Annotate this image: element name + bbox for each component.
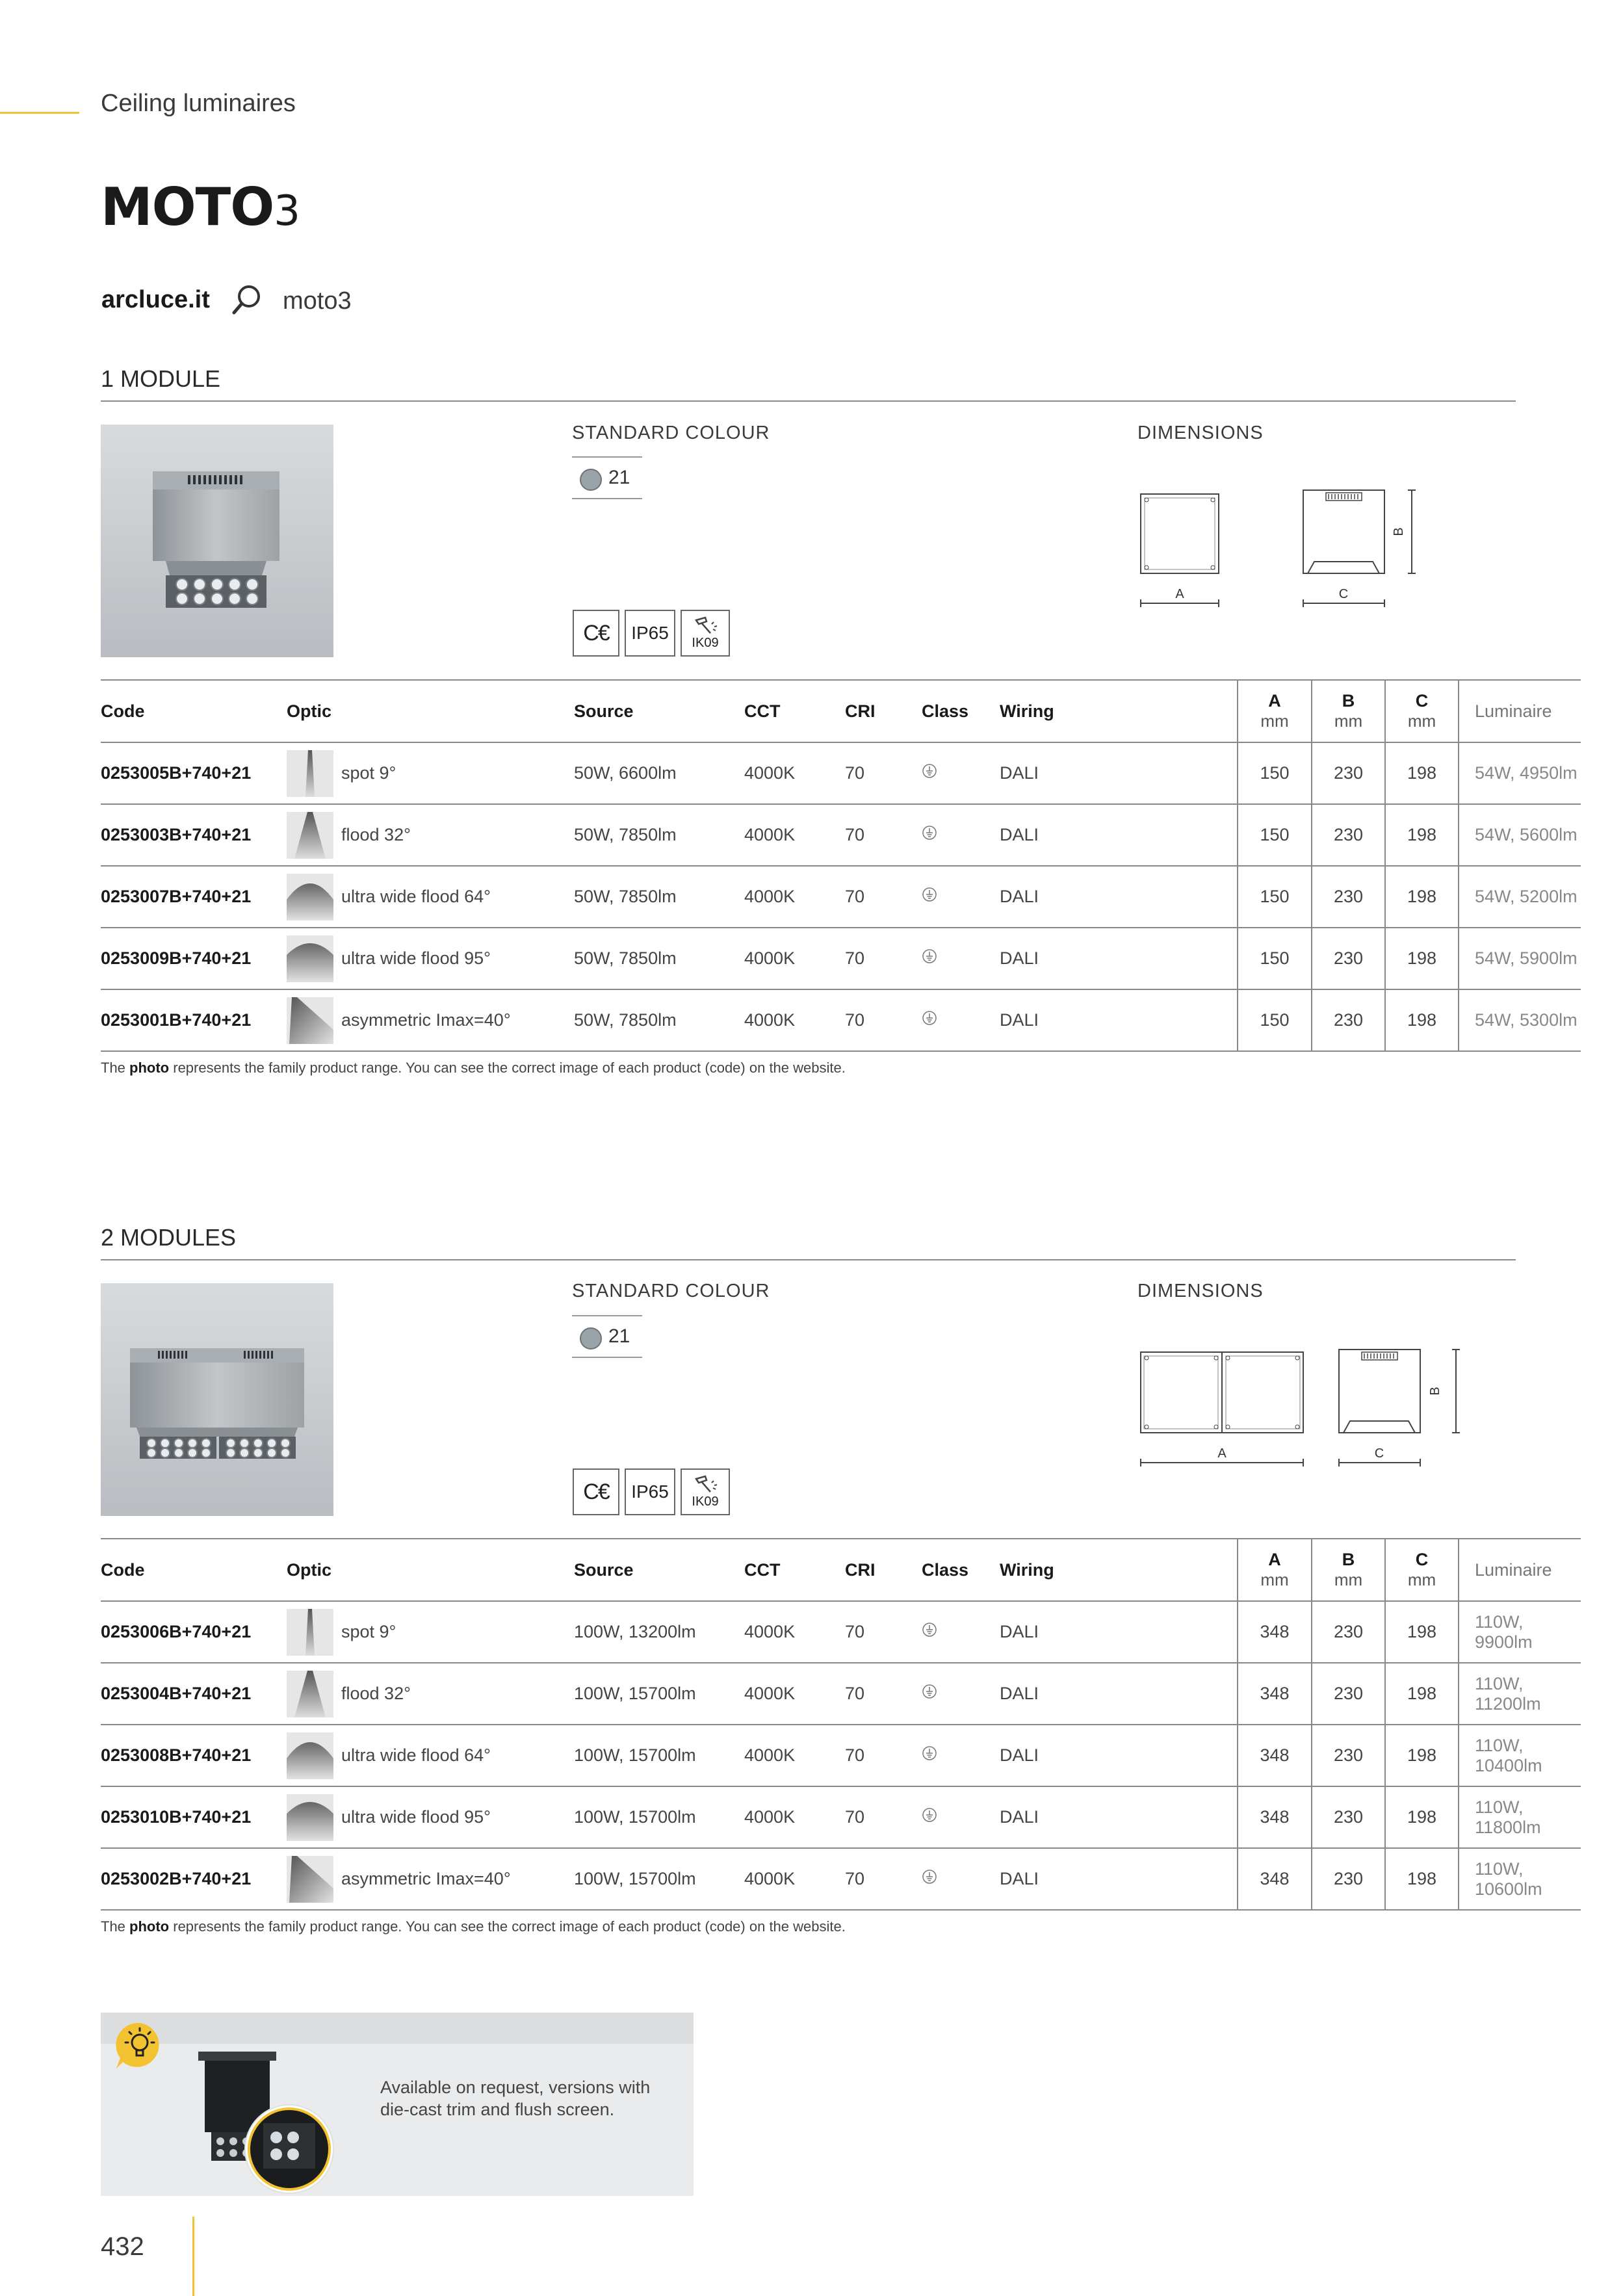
dim-c-value: 198 <box>1385 866 1459 928</box>
module2-photo-note: The photo represents the family product range. You can see the correct image of each product (code) on the website. <box>101 1918 846 1935</box>
flood-beam-icon <box>287 1671 333 1717</box>
dim-a-value: 348 <box>1238 1663 1312 1725</box>
cri-value: 70 <box>845 866 922 928</box>
class-ground-icon <box>922 1869 937 1885</box>
cri-value: 70 <box>845 1848 922 1910</box>
dim-a-value: 150 <box>1238 742 1312 804</box>
footer-accent-rule <box>192 2217 194 2296</box>
cct-value: 4000K <box>744 989 845 1051</box>
class-ground-icon <box>922 1684 937 1699</box>
hammer-icon <box>691 616 720 636</box>
wiring-value: DALI <box>1000 989 1238 1051</box>
dim-b-value: 230 <box>1312 1786 1385 1848</box>
source-value: 100W, 15700lm <box>574 1663 744 1725</box>
module2-colour-swatch[interactable] <box>572 1315 642 1358</box>
cct-value: 4000K <box>744 804 845 866</box>
col-luminaire: Luminaire <box>1459 1539 1581 1601</box>
cct-value: 4000K <box>744 866 845 928</box>
module2-title: 2 MODULES <box>101 1224 237 1251</box>
luminaire-value: 54W, 5200lm <box>1459 866 1581 928</box>
dim-b-value: 230 <box>1312 1725 1385 1786</box>
source-value: 50W, 6600lm <box>574 742 744 804</box>
optic-label: ultra wide flood 64° <box>341 887 491 906</box>
luminaire-value: 54W, 5600lm <box>1459 804 1581 866</box>
dim-b-value: 230 <box>1312 804 1385 866</box>
cri-value: 70 <box>845 1663 922 1725</box>
optic-label: flood 32° <box>341 825 411 844</box>
optic-label: ultra wide flood 95° <box>341 1807 491 1827</box>
module1-standard-colour-label: STANDARD COLOUR <box>572 423 770 443</box>
flush-screen-version-photo <box>198 2052 354 2195</box>
table-row[interactable] <box>101 1848 1581 1910</box>
col-code: Code <box>101 1539 287 1601</box>
module1-product-photo <box>101 424 333 657</box>
table-row[interactable] <box>101 928 1581 989</box>
source-value: 50W, 7850lm <box>574 989 744 1051</box>
class-ground-icon <box>922 763 937 779</box>
dim-c-value: 198 <box>1385 1601 1459 1663</box>
ip65-badge: IP65 <box>625 1468 675 1515</box>
source-value: 50W, 7850lm <box>574 804 744 866</box>
optic-label: flood 32° <box>341 1684 411 1703</box>
luminaire-value: 110W, 10400lm <box>1459 1725 1581 1786</box>
class-ground-icon <box>922 1622 937 1637</box>
class-ground-icon <box>922 1010 937 1026</box>
product-code: 0253010B+740+21 <box>101 1786 287 1848</box>
dim-c-value: 198 <box>1385 1786 1459 1848</box>
module1-spec-table <box>101 679 1581 1052</box>
dim-label-a: A <box>1175 587 1184 601</box>
table-row[interactable] <box>101 804 1581 866</box>
cri-value: 70 <box>845 804 922 866</box>
col-class: Class <box>922 1539 1000 1601</box>
search-icon[interactable] <box>231 283 263 316</box>
col-optic: Optic <box>287 1539 574 1601</box>
asymmetric-beam-icon <box>287 997 333 1044</box>
dim-a-value: 348 <box>1238 1601 1312 1663</box>
module2-spec-table <box>101 1538 1581 1911</box>
dim-label-b: B <box>1428 1387 1442 1396</box>
cct-value: 4000K <box>744 1601 845 1663</box>
col-c: C mm <box>1385 1539 1459 1601</box>
module2-dimensions-label: DIMENSIONS <box>1137 1281 1264 1301</box>
source-value: 100W, 15700lm <box>574 1786 744 1848</box>
col-cct: CCT <box>744 1539 845 1601</box>
ce-mark-icon: C€ <box>573 610 619 657</box>
dim-b-value: 230 <box>1312 1663 1385 1725</box>
dim-b-value: 230 <box>1312 866 1385 928</box>
cri-value: 70 <box>845 989 922 1051</box>
class-ground-icon <box>922 887 937 902</box>
hammer-icon <box>691 1475 720 1494</box>
dim-b-value: 230 <box>1312 742 1385 804</box>
luminaire-value: 110W, 9900lm <box>1459 1601 1581 1663</box>
col-luminaire: Luminaire <box>1459 680 1581 742</box>
module1-photo-note: The photo represents the family product range. You can see the correct image of each product (code) on the website. <box>101 1060 846 1076</box>
ce-mark-icon: C€ <box>573 1468 619 1515</box>
luminaire-value: 110W, 11200lm <box>1459 1663 1581 1725</box>
optic-label: ultra wide flood 95° <box>341 948 491 968</box>
table-row[interactable] <box>101 866 1581 928</box>
tip-line-2: die-cast trim and flush screen. <box>380 2100 615 2119</box>
module1-colour-swatch[interactable] <box>572 456 642 499</box>
module1-title: 1 MODULE <box>101 365 221 392</box>
table-row[interactable] <box>101 1786 1581 1848</box>
source-value: 100W, 15700lm <box>574 1725 744 1786</box>
module2-product-photo <box>101 1283 333 1516</box>
optic-label: spot 9° <box>341 763 396 783</box>
module2-divider <box>101 1259 1516 1260</box>
cct-value: 4000K <box>744 1663 845 1725</box>
cct-value: 4000K <box>744 928 845 989</box>
dim-b-value: 230 <box>1312 1601 1385 1663</box>
source-value: 100W, 13200lm <box>574 1601 744 1663</box>
ik09-badge <box>681 610 730 657</box>
ultra-wide-flood-64-icon <box>287 1732 333 1779</box>
source-value: 50W, 7850lm <box>574 866 744 928</box>
col-c: C mm <box>1385 680 1459 742</box>
asymmetric-beam-icon <box>287 1856 333 1903</box>
table-row[interactable] <box>101 742 1581 804</box>
page-number: 432 <box>101 2232 144 2261</box>
dim-b-value: 230 <box>1312 928 1385 989</box>
wiring-value: DALI <box>1000 742 1238 804</box>
col-b: B mm <box>1312 680 1385 742</box>
ik09-badge <box>681 1468 730 1515</box>
dim-a-value: 150 <box>1238 804 1312 866</box>
dim-a-value: 348 <box>1238 1848 1312 1910</box>
dim-b-value: 230 <box>1312 989 1385 1051</box>
tip-text <box>380 2076 679 2120</box>
luminaire-value: 54W, 5900lm <box>1459 928 1581 989</box>
spot-beam-icon <box>287 750 333 797</box>
dim-c-value: 198 <box>1385 1725 1459 1786</box>
ultra-wide-flood-64-icon <box>287 874 333 920</box>
source-value: 50W, 7850lm <box>574 928 744 989</box>
product-code: 0253001B+740+21 <box>101 989 287 1051</box>
cri-value: 70 <box>845 928 922 989</box>
dim-c-value: 198 <box>1385 989 1459 1051</box>
ik09-label: IK09 <box>692 1494 719 1509</box>
optic-label: asymmetric Imax=40° <box>341 1869 511 1888</box>
tip-line-1: Available on request, versions with <box>380 2078 651 2097</box>
product-code: 0253004B+740+21 <box>101 1663 287 1725</box>
table-row[interactable] <box>101 1725 1581 1786</box>
cri-value: 70 <box>845 742 922 804</box>
dim-b-value: 230 <box>1312 1848 1385 1910</box>
table-row[interactable] <box>101 1601 1581 1663</box>
wiring-value: DALI <box>1000 928 1238 989</box>
wiring-value: DALI <box>1000 866 1238 928</box>
product-code: 0253006B+740+21 <box>101 1601 287 1663</box>
cct-value: 4000K <box>744 1725 845 1786</box>
dim-a-value: 150 <box>1238 928 1312 989</box>
dim-a-value: 348 <box>1238 1786 1312 1848</box>
col-source: Source <box>574 680 744 742</box>
dim-c-value: 198 <box>1385 1663 1459 1725</box>
table-header-row <box>101 680 1581 742</box>
luminaire-value: 54W, 4950lm <box>1459 742 1581 804</box>
dim-label-a: A <box>1217 1446 1227 1461</box>
product-title <box>101 177 300 237</box>
class-ground-icon <box>922 825 937 841</box>
col-optic: Optic <box>287 680 574 742</box>
tip-box <box>101 2013 694 2196</box>
colour-code: 21 <box>608 467 630 488</box>
cri-value: 70 <box>845 1601 922 1663</box>
website-label[interactable]: arcluce.it <box>101 286 210 313</box>
dim-label-c: C <box>1338 587 1349 601</box>
dim-c-value: 198 <box>1385 804 1459 866</box>
module2-dimensions-drawing <box>1131 1340 1469 1470</box>
category-label: Ceiling luminaires <box>101 90 296 117</box>
col-code: Code <box>101 680 287 742</box>
module1-divider <box>101 400 1516 402</box>
table-row[interactable] <box>101 1663 1581 1725</box>
cri-value: 70 <box>845 1725 922 1786</box>
dim-a-value: 150 <box>1238 866 1312 928</box>
dim-a-value: 348 <box>1238 1725 1312 1786</box>
title-main: MOTO <box>101 177 274 237</box>
wiring-value: DALI <box>1000 804 1238 866</box>
class-ground-icon <box>922 948 937 964</box>
module1-dimensions-drawing <box>1131 481 1417 611</box>
ultra-wide-flood-95-icon <box>287 935 333 982</box>
colour-dot-21 <box>580 1327 602 1350</box>
luminaire-value: 54W, 5300lm <box>1459 989 1581 1051</box>
luminaire-value: 110W, 11800lm <box>1459 1786 1581 1848</box>
table-row[interactable] <box>101 989 1581 1051</box>
dim-c-value: 198 <box>1385 928 1459 989</box>
wiring-value: DALI <box>1000 1601 1238 1663</box>
optic-label: asymmetric Imax=40° <box>341 1010 511 1030</box>
product-code: 0253009B+740+21 <box>101 928 287 989</box>
colour-code: 21 <box>608 1325 630 1347</box>
title-sub: 3 <box>274 187 300 235</box>
wiring-value: DALI <box>1000 1725 1238 1786</box>
col-source: Source <box>574 1539 744 1601</box>
spot-beam-icon <box>287 1609 333 1656</box>
col-cct: CCT <box>744 680 845 742</box>
lightbulb-icon <box>115 2020 164 2070</box>
col-wiring: Wiring <box>1000 680 1238 742</box>
wiring-value: DALI <box>1000 1786 1238 1848</box>
flood-beam-icon <box>287 812 333 859</box>
cct-value: 4000K <box>744 742 845 804</box>
table-header-row <box>101 1539 1581 1601</box>
col-b: B mm <box>1312 1539 1385 1601</box>
col-wiring: Wiring <box>1000 1539 1238 1601</box>
module1-dimensions-label: DIMENSIONS <box>1137 423 1264 443</box>
col-cri: CRI <box>845 680 922 742</box>
product-code: 0253008B+740+21 <box>101 1725 287 1786</box>
dim-c-value: 198 <box>1385 1848 1459 1910</box>
optic-label: ultra wide flood 64° <box>341 1745 491 1765</box>
product-code: 0253007B+740+21 <box>101 866 287 928</box>
dim-a-value: 150 <box>1238 989 1312 1051</box>
col-cri: CRI <box>845 1539 922 1601</box>
cct-value: 4000K <box>744 1848 845 1910</box>
wiring-value: DALI <box>1000 1663 1238 1725</box>
module2-standard-colour-label: STANDARD COLOUR <box>572 1281 770 1301</box>
ultra-wide-flood-95-icon <box>287 1794 333 1841</box>
dim-label-c: C <box>1374 1446 1384 1461</box>
class-ground-icon <box>922 1745 937 1761</box>
dim-label-b: B <box>1392 527 1406 536</box>
product-code: 0253002B+740+21 <box>101 1848 287 1910</box>
col-a: A mm <box>1238 1539 1312 1601</box>
colour-dot-21 <box>580 469 602 491</box>
cct-value: 4000K <box>744 1786 845 1848</box>
cri-value: 70 <box>845 1786 922 1848</box>
ik09-label: IK09 <box>692 635 719 650</box>
search-term[interactable]: moto3 <box>283 287 352 315</box>
section-accent-rule <box>0 112 79 114</box>
product-code: 0253005B+740+21 <box>101 742 287 804</box>
dim-c-value: 198 <box>1385 742 1459 804</box>
luminaire-value: 110W, 10600lm <box>1459 1848 1581 1910</box>
product-code: 0253003B+740+21 <box>101 804 287 866</box>
source-value: 100W, 15700lm <box>574 1848 744 1910</box>
class-ground-icon <box>922 1807 937 1823</box>
col-class: Class <box>922 680 1000 742</box>
wiring-value: DALI <box>1000 1848 1238 1910</box>
tip-band <box>101 2013 694 2044</box>
optic-label: spot 9° <box>341 1622 396 1641</box>
ip65-badge: IP65 <box>625 610 675 657</box>
col-a: A mm <box>1238 680 1312 742</box>
